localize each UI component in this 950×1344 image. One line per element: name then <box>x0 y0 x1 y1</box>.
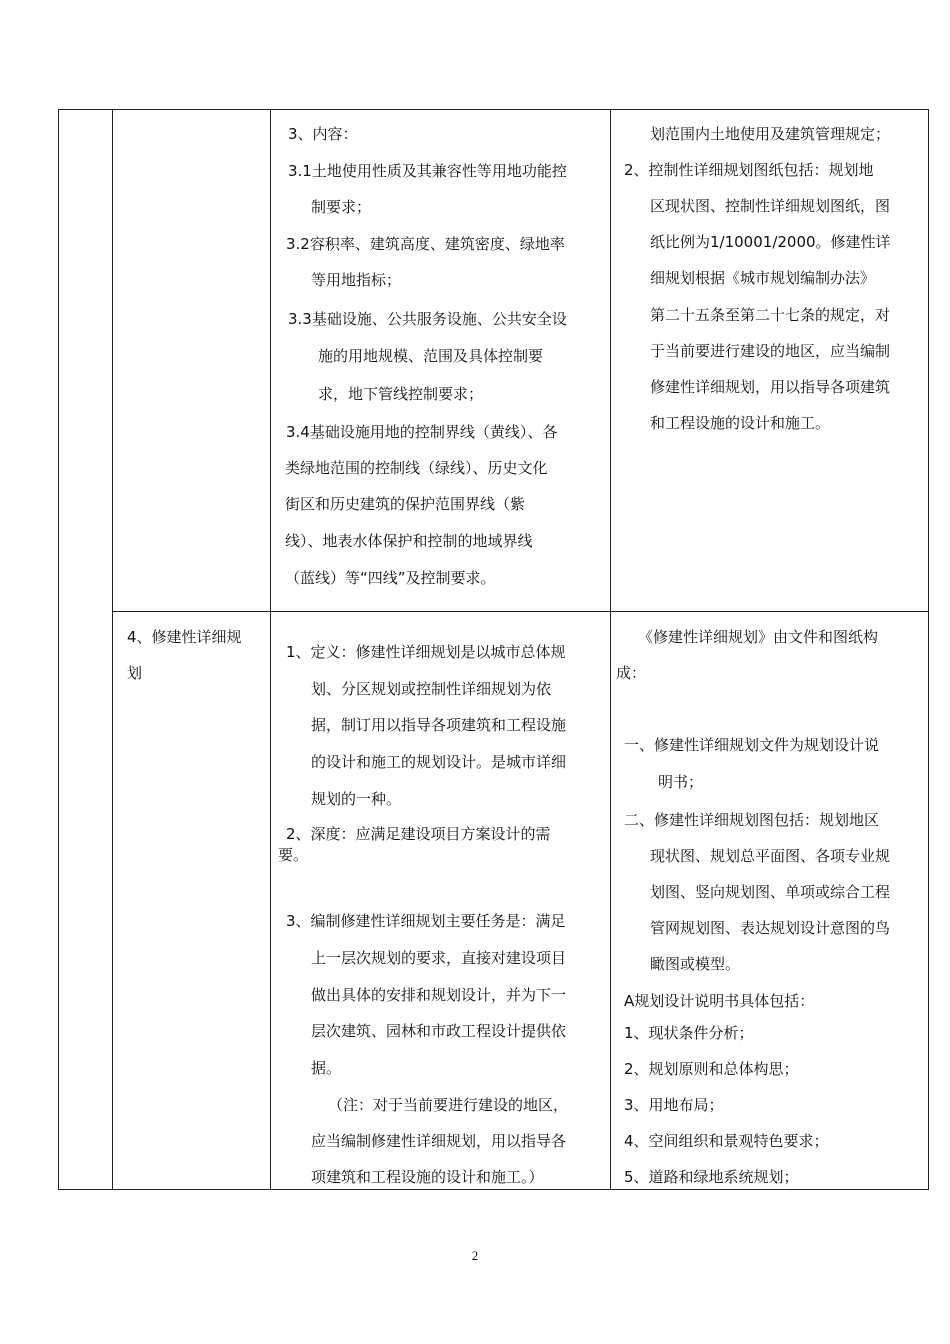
text-line: 的设计和施工的规划设计。是城市详细 <box>311 753 567 771</box>
table-column-divider <box>270 109 271 1190</box>
text-line: 一、修建性详细规划文件为规划设计说 <box>624 736 880 754</box>
text-line: 做出具体的安排和规划设计，并为下一 <box>311 986 567 1004</box>
text-line: 3.3基础设施、公共服务设施、公共安全设 <box>288 310 567 328</box>
page-number: 2 <box>471 1248 479 1263</box>
text-line: 街区和历史建筑的保护范围界线（紫 <box>285 495 526 513</box>
text-line: 规划的一种。 <box>311 790 402 808</box>
text-line: 成： <box>616 664 647 682</box>
text-line: 1、现状条件分析； <box>624 1024 754 1042</box>
text-line: 2、规划原则和总体构思； <box>624 1060 799 1078</box>
text-line: 3.1土地使用性质及其兼容性等用地功能控 <box>288 162 567 180</box>
text-line: 应当编制修建性详细规划，用以指导各 <box>311 1132 567 1150</box>
text-line: 划图、竖向规划图、单项或综合工程 <box>650 883 891 901</box>
text-line: 据，制订用以指导各项建筑和工程设施 <box>311 716 567 734</box>
text-line: 层次建筑、园林和市政工程设计提供依 <box>311 1022 567 1040</box>
text-line: 划范围内土地使用及建筑管理规定； <box>650 125 891 143</box>
text-line: 二、修建性详细规划图包括：规划地区 <box>624 811 880 829</box>
text-line: 据。 <box>311 1059 342 1077</box>
text-line: 线）、地表水体保护和控制的地域界线 <box>285 532 533 550</box>
text-line: 求，地下管线控制要求； <box>318 385 484 403</box>
text-line: 4、修建性详细规 <box>127 628 242 646</box>
text-line: 5、道路和绿地系统规划； <box>624 1168 799 1186</box>
text-line: （注：对于当前要进行建设的地区， <box>328 1096 569 1114</box>
table-top-border <box>58 109 929 110</box>
text-line: 于当前要进行建设的地区，应当编制 <box>650 342 891 360</box>
text-line: 和工程设施的设计和施工。 <box>650 414 831 432</box>
text-line: 明书； <box>658 773 704 791</box>
table-left-border <box>58 109 59 1190</box>
text-line: 3、内容： <box>288 125 358 143</box>
table-right-border <box>928 109 929 1190</box>
table-column-divider <box>610 109 611 1190</box>
text-line: 区现状图、控制性详细规划图纸，图 <box>650 197 891 215</box>
text-line: 3.2容积率、建筑高度、建筑密度、绿地率 <box>286 235 565 253</box>
text-line: 上一层次规划的要求，直接对建设项目 <box>311 949 567 967</box>
text-line: 4、空间组织和景观特色要求； <box>624 1132 829 1150</box>
text-line: A规划设计说明书具体包括： <box>624 992 815 1010</box>
text-line: 类绿地范围的控制线（绿线）、历史文化 <box>285 459 548 477</box>
text-line: 2、控制性详细规划图纸包括：规划地 <box>624 161 874 179</box>
text-line: 3.4基础设施用地的控制界线（黄线）、各 <box>286 423 558 441</box>
table-column-divider <box>112 109 113 1190</box>
text-line: 划、分区规划或控制性详细规划为依 <box>311 680 552 698</box>
text-line: 3、用地布局； <box>624 1096 724 1114</box>
text-line: 修建性详细规划，用以指导各项建筑 <box>650 378 891 396</box>
text-line: 划 <box>127 664 143 682</box>
text-line: 第二十五条至第二十七条的规定，对 <box>650 306 891 324</box>
text-line: 《修建性详细规划》由文件和图纸构 <box>638 628 879 646</box>
text-line: 2、深度：应满足建设项目方案设计的需 <box>286 825 551 843</box>
text-line: 项建筑和工程设施的设计和施工。） <box>311 1168 544 1186</box>
text-line: 要。 <box>278 846 309 864</box>
text-line: 3、编制修建性详细规划主要任务是：满足 <box>286 912 566 930</box>
table-bottom-border <box>58 1189 929 1190</box>
text-line: （蓝线）等“四线”及控制要求。 <box>285 569 496 587</box>
table-row-divider <box>112 611 929 612</box>
text-line: 现状图、规划总平面图、各项专业规 <box>650 847 891 865</box>
text-line: 纸比例为1/10001/2000。修建性详 <box>650 233 891 251</box>
text-line: 施的用地规模、范围及具体控制要 <box>318 347 544 365</box>
text-line: 制要求； <box>311 198 372 216</box>
text-line: 等用地指标； <box>311 271 402 289</box>
text-line: 管网规划图、表达规划设计意图的鸟 <box>650 919 891 937</box>
text-line: 细规划根据《城市规划编制办法》 <box>650 269 876 287</box>
text-line: 1、定义：修建性详细规划是以城市总体规 <box>286 643 566 661</box>
text-line: 瞰图或模型。 <box>650 955 741 973</box>
